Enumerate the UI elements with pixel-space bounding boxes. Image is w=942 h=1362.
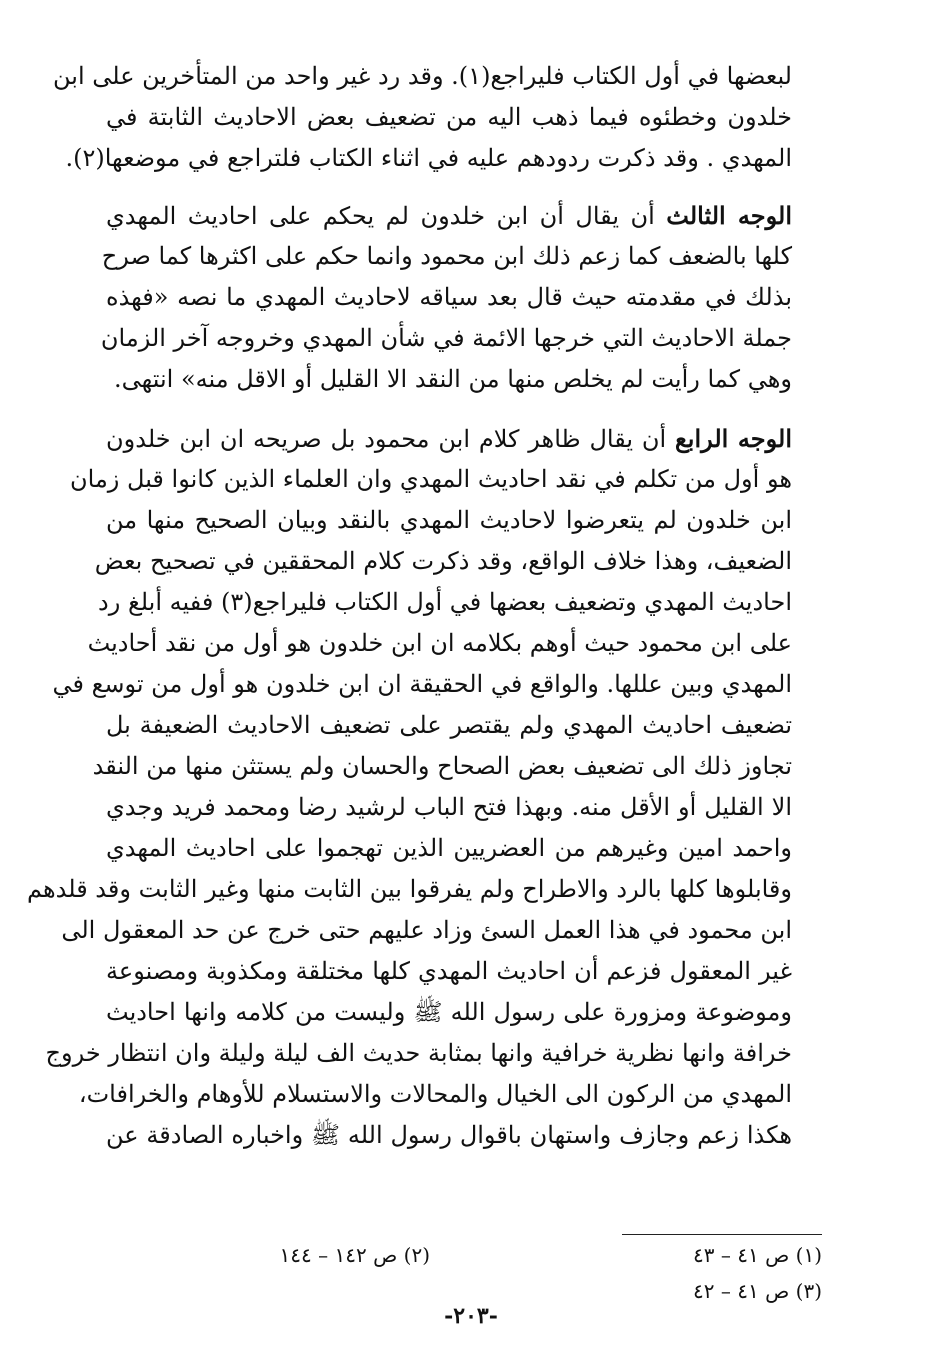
text-line: وموضوعة ومزورة على رسول الله ﷺ وليست من كلامه وانها احاديث (106, 998, 792, 1026)
text-line: كلها بالضعف كما زعم ذلك ابن محمود وانما حكم على اكثرها كما صرح (101, 242, 792, 270)
text-line: لبعضها في أول الكتاب فليراجع(١). وقد رد غير واحد من المتأخرين على ابن (53, 62, 792, 90)
text-line: ابن محمود في هذا العمل السئ وزاد عليهم حتى خرج عن حد المعقول الى (61, 916, 792, 944)
text-line (106, 418, 792, 459)
text-line: خلدون وخطئوه فيما ذهب اليه من تضعيف بعض الاحاديث الثابتة في (106, 103, 792, 131)
text-line (106, 195, 792, 236)
text-line: وقابلوها كلها بالرد والاطراح ولم يفرقوا بين الثابت منها وغير الثابت وقد قلدهم (27, 875, 792, 903)
footnote: (٣) ص ٤١ – ٤٢ (693, 1279, 822, 1303)
page-number: -٢٠٣- (444, 1303, 498, 1329)
text-line: تجاوز ذلك الى تضعيف بعض الصحاح والحسان ولم يستثن منها من النقد (92, 752, 792, 780)
text-line: تضعيف احاديث المهدي ولم يقتصر على تضعيف الاحاديث الضعيفة بل (106, 711, 792, 739)
text-line: جملة الاحاديث التي خرجها الائمة في شأن المهدي وخروجه آخر الزمان (100, 324, 792, 352)
text-line: المهدي من الركون الى الخيال والمحالات والاستسلام للأوهام والخرافات، (78, 1080, 792, 1108)
text-line: هكذا زعم وجازف واستهان باقوال رسول الله ﷺ واخباره الصادقة عن (106, 1121, 792, 1149)
section-heading: الوجه الرابع (675, 424, 792, 453)
text-span: أن يقال ظاهر كلام ابن محمود بل صريحه ان ابن خلدون (106, 425, 667, 453)
text-line: غير المعقول فزعم أن احاديث المهدي كلها مختلقة ومكذوبة ومصنوعة (106, 957, 792, 985)
section-heading: الوجه الثالث (666, 201, 792, 230)
text-line: الضعيف، وهذا خلاف الواقع، وقد ذكرت كلام المحققين في تصحيح بعض (94, 547, 792, 575)
text-line: ابن خلدون لم يتعرضوا لاحاديث المهدي بالنقد وبيان الصحيح منها من (106, 506, 792, 534)
text-line: بذلك في مقدمته حيث قال بعد سياقه لاحاديث المهدي ما نصه «فهذه (106, 283, 792, 311)
text-span: أن يقال أن ابن خلدون لم يحكم على احاديث المهدي (106, 202, 655, 230)
text-line: على ابن محمود حيث أوهم بكلامه ان ابن خلدون هو أول من نقد أحاديث (87, 629, 792, 657)
text-line: خرافة وانها نظرية خرافية وانها بمثابة حديث الف ليلة وليلة وان انتظار خروج (45, 1039, 792, 1067)
footnote-separator (622, 1234, 822, 1235)
text-line: المهدي . وقد ذكرت ردودهم عليه في اثناء الكتاب فلتراجع في موضعها(٢). (65, 144, 792, 172)
text-line: واحمد امين وغيرهم من العضريين الذين تهجموا على احاديث المهدي (106, 834, 792, 862)
text-line: وهي كما رأيت لم يخلص منها من النقد الا القليل أو الاقل منه» انتهى. (114, 365, 792, 393)
footnote: (٢) ص ١٤٢ – ١٤٤ (279, 1243, 430, 1267)
text-line: الا القليل أو الأقل منه. وبهذا فتح الباب لرشيد رضا ومحمد فريد وجدي (106, 793, 792, 821)
text-line: هو أول من تكلم في نقد احاديث المهدي وان العلماء الذين كانوا قبل زمان (70, 465, 792, 493)
text-line: المهدي وبين عللها. والواقع في الحقيقة ان ابن خلدون هو أول من توسع في (52, 670, 792, 698)
footnote: (١) ص ٤١ – ٤٣ (693, 1243, 822, 1267)
text-line: احاديث المهدي وتضعيف بعضها في أول الكتاب فليراجع(٣) ففيه أبلغ رد (98, 588, 792, 616)
